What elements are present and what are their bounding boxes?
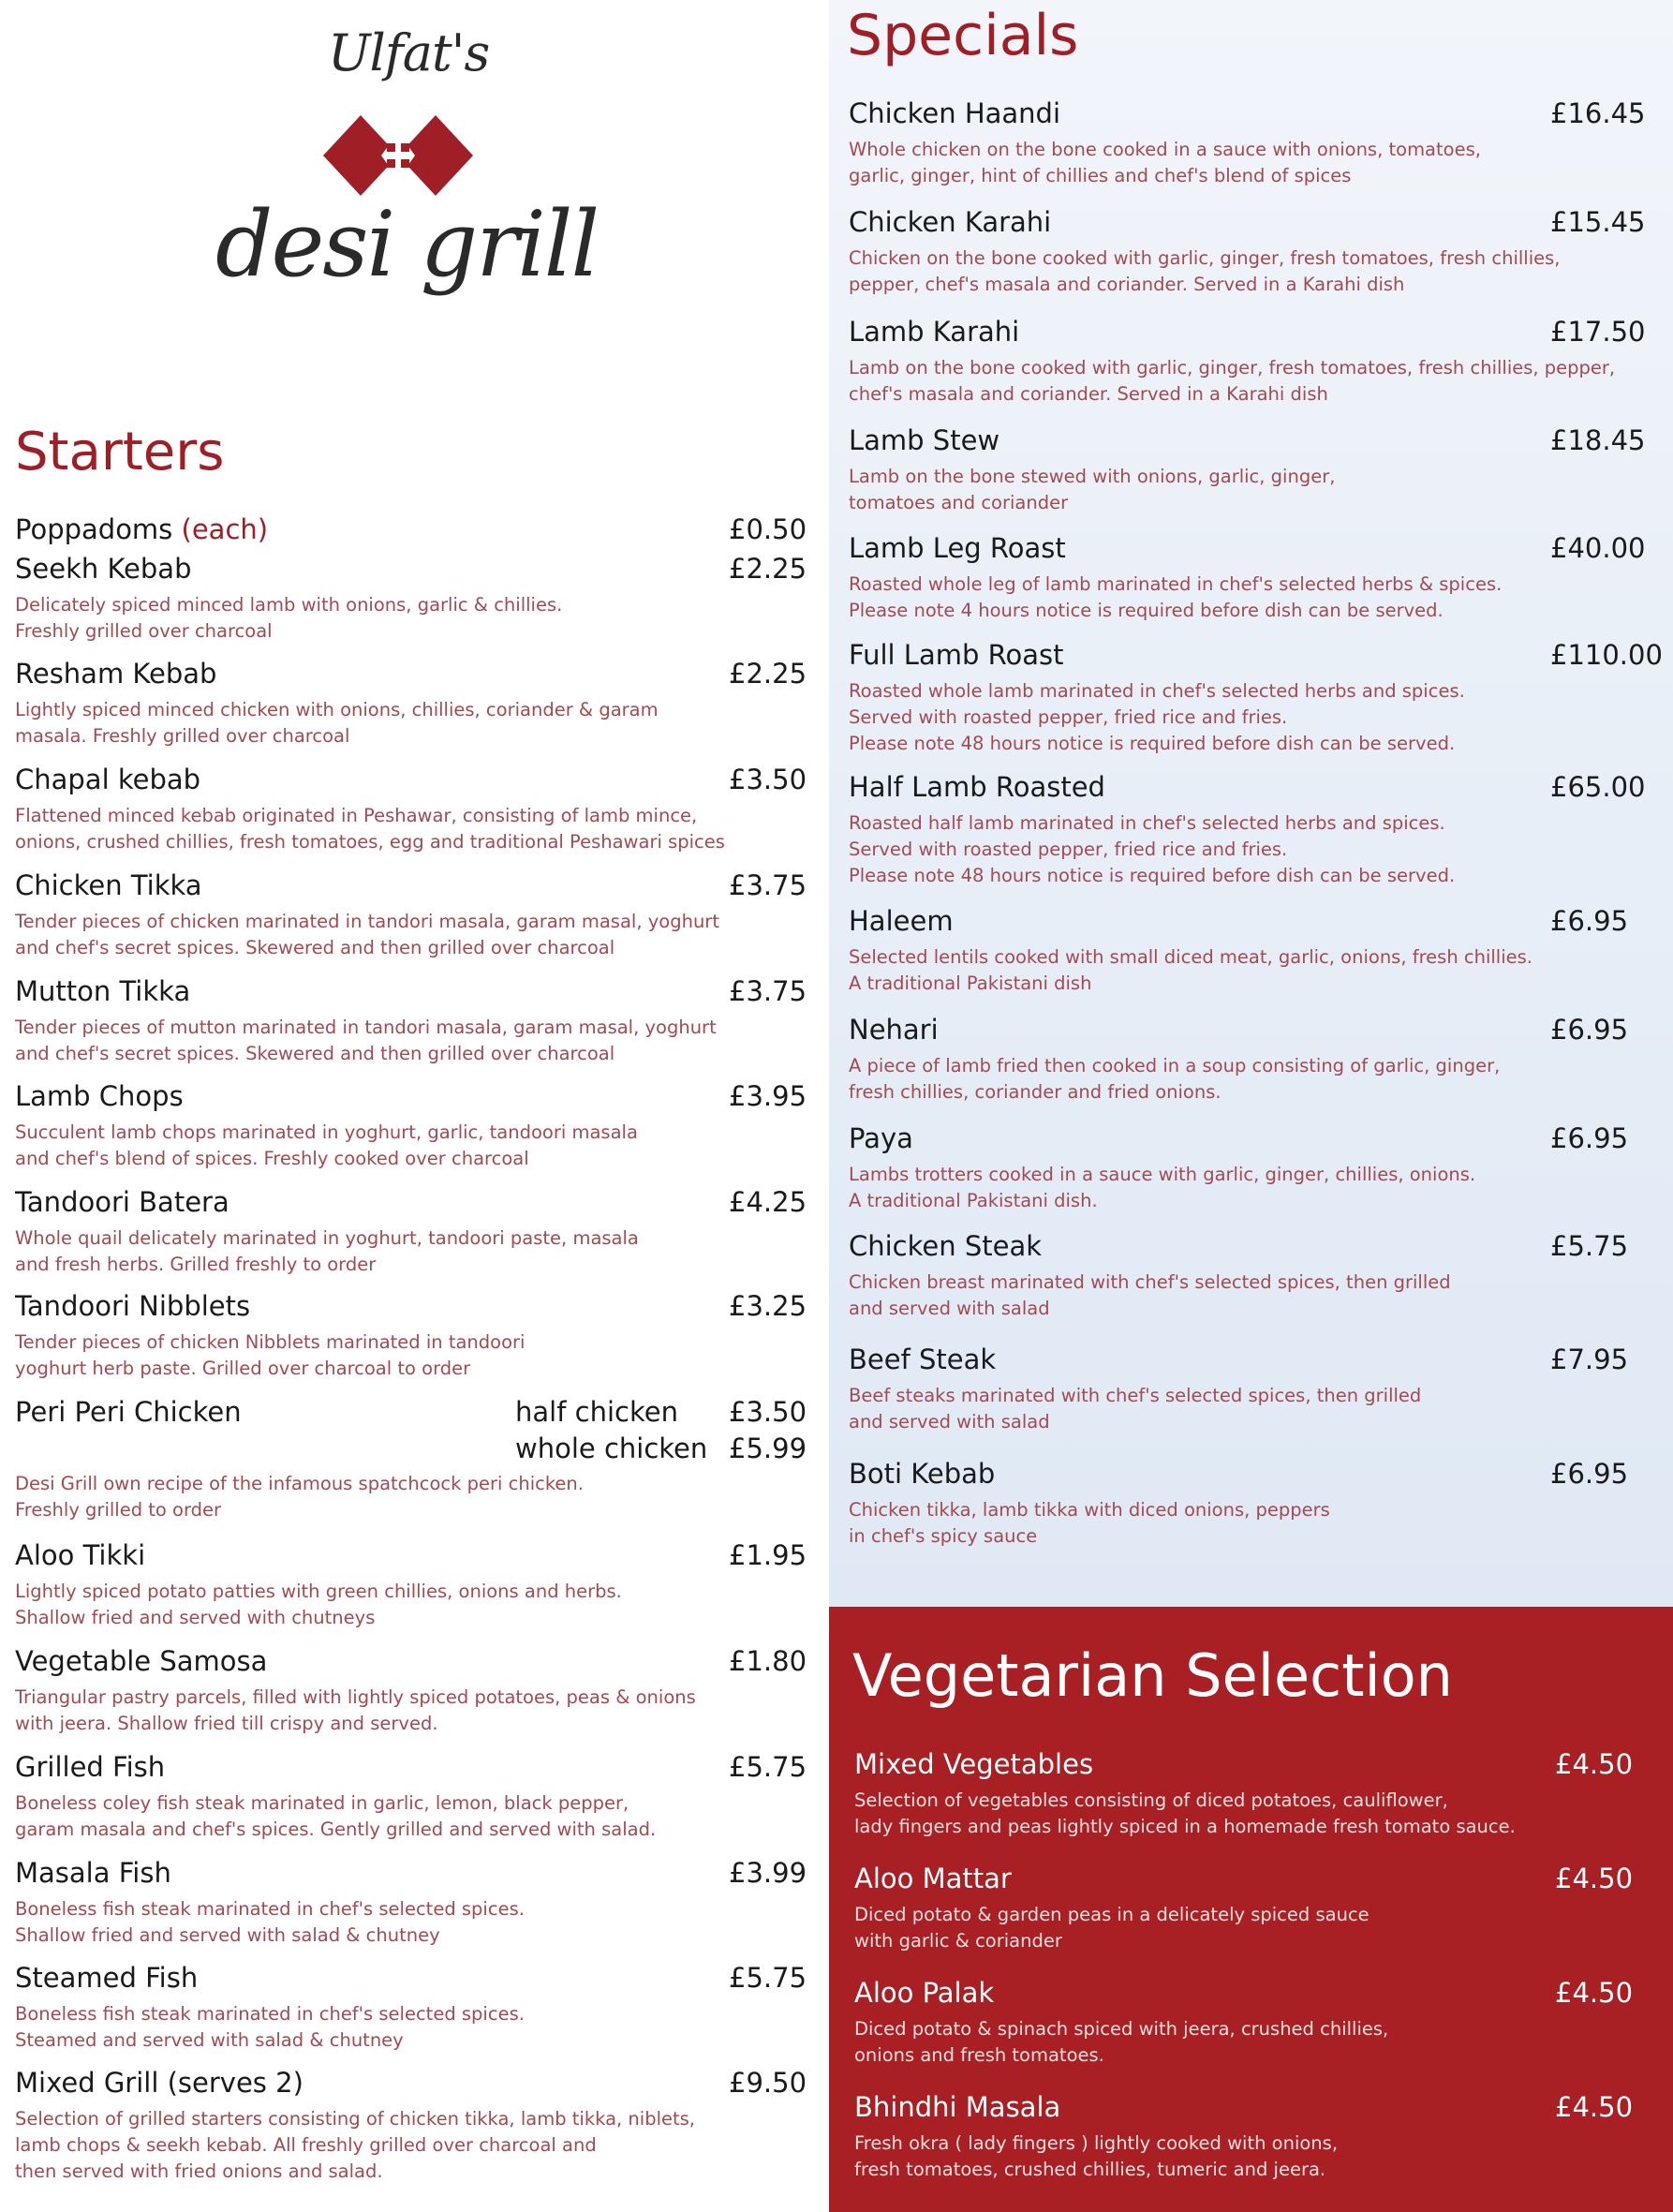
item-name: [849, 905, 954, 937]
item-name-text: Full Lamb Roast: [849, 639, 1064, 671]
item-description: Chicken tikka, lamb tikka with diced onions, peppers in chef's spicy sauce: [849, 1499, 1330, 1547]
item-price: £0.50: [729, 513, 807, 545]
item-name: [849, 1122, 913, 1154]
item-name-text: Grilled Fish: [15, 1751, 166, 1783]
item-name: [15, 1080, 184, 1112]
item-name: [15, 1857, 171, 1889]
item-description: Tender pieces of chicken Nibblets marinated in tandoori yoghurt herb paste. Grilled over charcoal to order: [15, 1331, 526, 1379]
item-name: [15, 1396, 242, 1428]
item-description: Tender pieces of mutton marinated in tandori masala, garam masal, yoghurt and chef's secret spices. Skewered and then grilled over charcoal: [15, 1017, 717, 1064]
item-price: £5.75: [729, 1751, 807, 1783]
item-name-text: Masala Fish: [15, 1857, 171, 1889]
item-name: [15, 658, 216, 690]
item-name: [849, 1344, 996, 1375]
item-description: Fresh okra ( lady fingers ) lightly cooked with onions, fresh tomatoes, crushed chillies, tumeric and jeera.: [854, 2132, 1339, 2180]
item-description: Boneless coley fish steak marinated in garlic, lemon, black pepper, garam masala and chef's spices. Gently grilled and served with salad.: [15, 1792, 657, 1840]
item-name-text: Mixed Grill (serves 2): [15, 2067, 304, 2099]
item-name: [849, 316, 1019, 348]
item-price: £3.99: [729, 1857, 807, 1889]
item-price: £5.75: [729, 1962, 807, 1994]
item-price: £65.00: [1550, 771, 1646, 803]
item-name-text: Chicken Steak: [849, 1230, 1043, 1262]
item-price: £1.80: [729, 1645, 807, 1677]
item-name-text: Mutton Tikka: [15, 975, 191, 1007]
item-price: £40.00: [1550, 532, 1646, 564]
item-price: £4.25: [729, 1186, 807, 1218]
restaurant-logo: [206, 23, 600, 361]
item-description: Diced potato & garden peas in a delicately spiced sauce with garlic & coriander: [854, 1904, 1369, 1952]
specials-title: Specials: [847, 3, 1079, 68]
item-price: £3.25: [729, 1290, 807, 1322]
item-name: [854, 1977, 994, 2009]
item-name: [854, 2091, 1060, 2123]
item-description: Roasted half lamb marinated in chef's selected herbs and spices. Served with roasted pepper, fried rice and fries. Please note 48 hours notice is required before dish can be served.: [849, 812, 1456, 886]
vegetarian-title: Vegetarian Selection: [852, 1641, 1453, 1710]
item-price: £5.75: [1550, 1230, 1629, 1262]
item-description: Delicately spiced minced lamb with onions, garlic & chillies. Freshly grilled over charcoal: [15, 594, 563, 642]
item-description: Selected lentils cooked with small diced meat, garlic, onions, fresh chillies. A traditional Pakistani dish: [849, 946, 1533, 994]
item-price: £1.95: [729, 1539, 807, 1571]
item-price: £3.75: [729, 869, 807, 901]
item-name-text: Nehari: [849, 1014, 939, 1046]
item-description: Selection of grilled starters consisting of chicken tikka, lamb tikka, niblets, lamb chops & seekh kebab. All freshly grilled over charcoal and then served with fried onions and salad.: [15, 2108, 695, 2182]
item-name-text: Boti Kebab: [849, 1458, 996, 1490]
item-description: Lambs trotters cooked in a sauce with garlic, ginger, chillies, onions. A traditional Pakistani dish.: [849, 1164, 1476, 1211]
item-name-text: Aloo Mattar: [854, 1863, 1012, 1894]
item-name: [849, 532, 1066, 564]
item-description: Tender pieces of chicken marinated in tandori masala, garam masal, yoghurt and chef's secret spices. Skewered and then grilled over charcoal: [15, 911, 719, 958]
item-price: £4.50: [1555, 2091, 1634, 2123]
item-name-text: Beef Steak: [849, 1344, 997, 1375]
item-description: Desi Grill own recipe of the infamous spatchcock peri chicken. Freshly grilled to order: [15, 1473, 584, 1521]
item-name-text: Tandoori Batera: [15, 1186, 229, 1218]
item-name: [15, 975, 190, 1007]
item-price: £15.45: [1550, 206, 1646, 238]
item-name-text: Chicken Haandi: [849, 97, 1061, 129]
item-name: [849, 1014, 939, 1046]
item-name: [854, 1863, 1012, 1894]
item-name: [849, 424, 999, 456]
item-price: £6.95: [1550, 905, 1629, 937]
item-description: Succulent lamb chops marinated in yoghurt, garlic, tandoori masala and chef's blend of spices. Freshly cooked over charcoal: [15, 1121, 638, 1169]
item-name: [849, 1458, 995, 1490]
item-description: Lightly spiced minced chicken with onions, chillies, coriander & garam masala. Freshly grilled over charcoal: [15, 699, 659, 747]
item-price: £3.75: [729, 975, 807, 1007]
item-price: £9.50: [729, 2067, 807, 2099]
item-price: £6.95: [1550, 1122, 1629, 1154]
item-name-text: Bhindhi Masala: [854, 2091, 1061, 2123]
item-name: [15, 1539, 145, 1571]
item-price: £4.50: [1555, 1977, 1634, 2009]
item-description: Chicken on the bone cooked with garlic, ginger, fresh tomatoes, fresh chillies, pepper, chef's masala and coriander. Served in a Karahi dish: [849, 247, 1561, 295]
item-price: £18.45: [1550, 424, 1646, 456]
item-description: Chicken breast marinated with chef's selected spices, then grilled and served with salad: [849, 1271, 1451, 1319]
item-price: £4.50: [1555, 1863, 1634, 1894]
item-description: Whole quail delicately marinated in yoghurt, tandoori paste, masala and fresh herbs. Grilled freshly to order: [15, 1227, 639, 1275]
item-name-text: Aloo Palak: [854, 1977, 995, 2009]
item-name-text: Tandoori Nibblets: [15, 1290, 251, 1322]
item-name-text: Chapal kebab: [15, 764, 201, 795]
diamond-emblem-icon: [323, 115, 473, 196]
item-description: Boneless fish steak marinated in chef's selected spices. Steamed and served with salad & chutney: [15, 2003, 525, 2051]
item-price: £2.25: [729, 658, 807, 690]
item-name: [15, 869, 202, 901]
item-price: £17.50: [1550, 316, 1646, 348]
item-note: (each): [172, 513, 269, 545]
item-description: Boneless fish steak marinated in chef's selected spices. Shallow fried and served with salad & chutney: [15, 1898, 525, 1946]
item-name: [15, 1645, 267, 1677]
item-price: £16.45: [1550, 97, 1646, 129]
item-name: [849, 206, 1051, 238]
item-name-text: Mixed Vegetables: [854, 1748, 1094, 1780]
item-description: Roasted whole leg of lamb marinated in chef's selected herbs & spices. Please note 4 hours notice is required before dish can be served.: [849, 573, 1503, 621]
logo-title: desi grill: [215, 192, 599, 297]
item-name-text: Vegetable Samosa: [15, 1645, 268, 1677]
item-name-text: Paya: [849, 1122, 913, 1154]
item-name-text: Half Lamb Roasted: [849, 771, 1105, 803]
item-name-text: Lamb Stew: [849, 424, 1000, 456]
item-description: Triangular pastry parcels, filled with lightly spiced potatoes, peas & onions with jeera. Shallow fried till crispy and served.: [15, 1686, 696, 1734]
item-name: [15, 1290, 250, 1322]
item-name: [849, 1230, 1042, 1262]
option-label: whole chicken: [515, 1433, 708, 1464]
item-price: £3.95: [729, 1080, 807, 1112]
item-price: £7.95: [1550, 1344, 1629, 1375]
item-name: [15, 553, 192, 585]
item-name-text: Seekh Kebab: [15, 553, 192, 585]
item-name-text: Lamb Leg Roast: [849, 532, 1066, 564]
item-name-text: Haleem: [849, 905, 954, 937]
item-name: [15, 2067, 304, 2099]
item-description: Selection of vegetables consisting of diced potatoes, cauliflower, lady fingers and peas lightly spiced in a homemade fresh tomato sauce.: [854, 1789, 1516, 1837]
item-price: £4.50: [1555, 1748, 1634, 1780]
item-name-text: Resham Kebab: [15, 658, 217, 690]
item-description: Lightly spiced potato patties with green chillies, onions and herbs. Shallow fried and served with chutneys: [15, 1581, 622, 1628]
item-price: £2.25: [729, 553, 807, 585]
item-price: £110.00: [1550, 639, 1663, 671]
item-name: [849, 639, 1063, 671]
item-description: Lamb on the bone cooked with garlic, ginger, fresh tomatoes, fresh chillies, pepper, chef's masala and coriander. Served in a Karahi dish: [849, 357, 1616, 405]
item-description: Whole chicken on the bone cooked in a sauce with onions, tomatoes, garlic, ginger, hint of chillies and chef's blend of spices: [849, 139, 1481, 186]
item-name-text: Poppadoms: [15, 513, 173, 545]
item-name-text: Chicken Karahi: [849, 206, 1052, 238]
item-name: [854, 1748, 1093, 1780]
item-name-text: Chicken Tikka: [15, 869, 202, 901]
item-name: [15, 1962, 198, 1994]
item-price: £6.95: [1550, 1458, 1629, 1490]
item-description: Roasted whole lamb marinated in chef's selected herbs and spices. Served with roasted pepper, fried rice and fries. Please note 48 hours notice is required before dish can be served.: [849, 680, 1465, 754]
item-name: [849, 771, 1105, 803]
item-description: Diced potato & spinach spiced with jeera, crushed chillies, onions and fresh tomatoes.: [854, 2018, 1389, 2066]
item-price: £6.95: [1550, 1014, 1629, 1046]
starters-title: Starters: [15, 422, 225, 482]
item-description: Lamb on the bone stewed with onions, garlic, ginger, tomatoes and coriander: [849, 466, 1336, 513]
item-name-text: Steamed Fish: [15, 1962, 199, 1994]
item-name-text: Lamb Karahi: [849, 316, 1020, 348]
item-description: Flattened minced kebab originated in Peshawar, consisting of lamb mince, onions, crushed chillies, fresh tomatoes, egg and traditional Peshawari spices: [15, 805, 725, 853]
item-description: A piece of lamb fried then cooked in a soup consisting of garlic, ginger, fresh chillies, coriander and fried onions.: [849, 1055, 1501, 1103]
logo-subtitle: Ulfat's: [328, 23, 490, 82]
item-description: Beef steaks marinated with chef's selected spices, then grilled and served with salad: [849, 1385, 1422, 1433]
option-label: half chicken: [515, 1396, 678, 1428]
item-name: [15, 1186, 229, 1218]
item-name: [15, 513, 268, 545]
item-name-text: Aloo Tikki: [15, 1539, 146, 1571]
item-name: [15, 1751, 165, 1783]
option-price: £5.99: [729, 1433, 807, 1464]
item-name: [15, 764, 200, 795]
item-name-text: Peri Peri Chicken: [15, 1396, 242, 1428]
item-name: [849, 97, 1060, 129]
item-name-text: Lamb Chops: [15, 1080, 184, 1112]
item-price: £3.50: [729, 764, 807, 795]
option-price: £3.50: [729, 1396, 807, 1428]
